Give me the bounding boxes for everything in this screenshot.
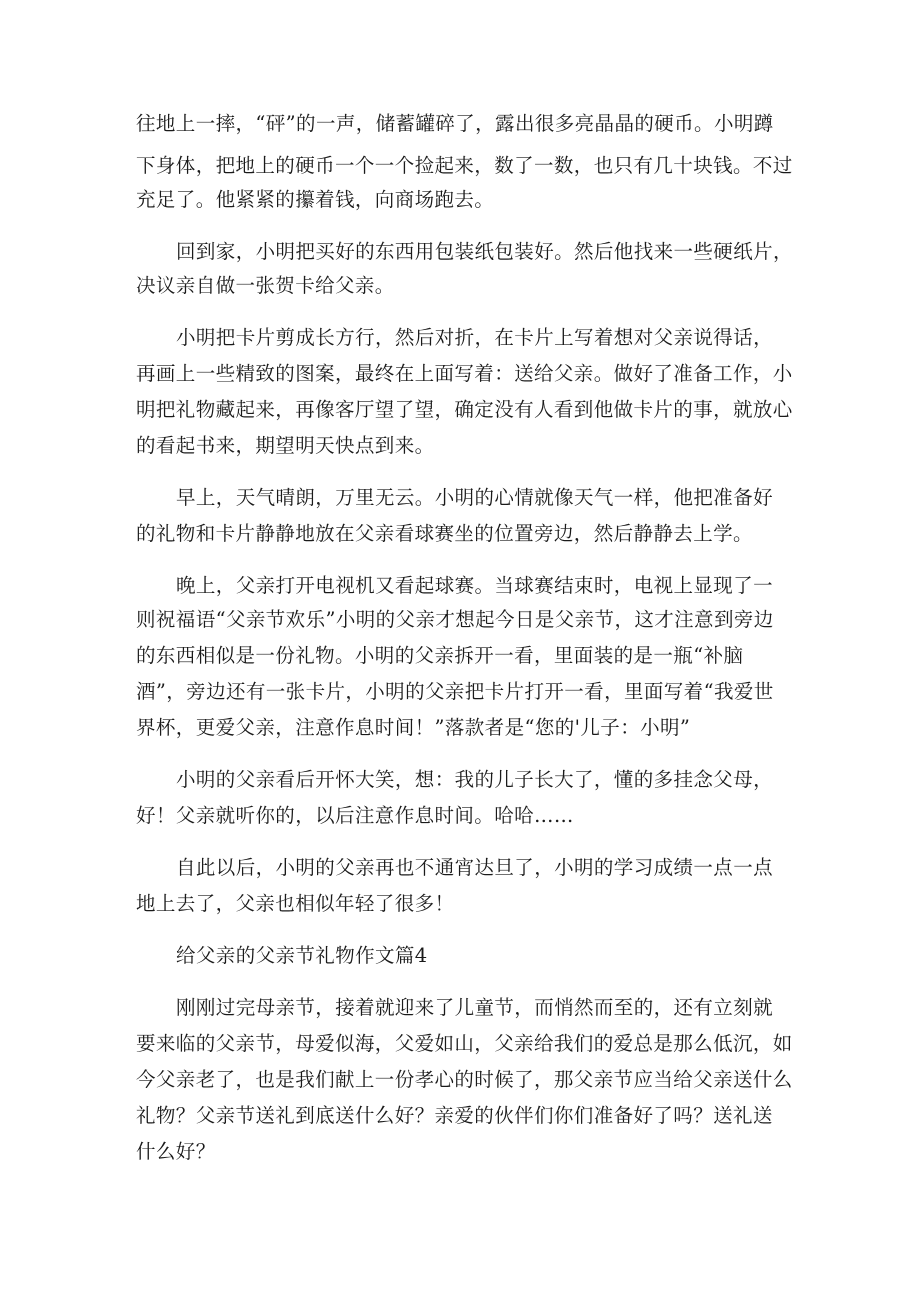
paragraph-line: 小明把卡片剪成长方行，然后对折，在卡片上写着想对父亲说得话，: [176, 326, 774, 349]
paragraph-line: 回到家，小明把买好的东西用包装纸包装好。然后他找来一些硬纸片，: [176, 240, 793, 263]
paragraph-line: 充足了。他紧紧的攥着钱，向商场跑去。: [136, 188, 495, 211]
paragraph-line: 的看起书来，期望明天快点到来。: [136, 434, 435, 457]
paragraph-line: 决议亲自做一张贺卡给父亲。: [136, 274, 395, 297]
paragraph-line: 往地上一摔，“砰”的一声，储蓄罐碎了，露出很多亮晶晶的硬币。小明蹲: [136, 112, 774, 135]
paragraph-line: 再画上一些精致的图案，最终在上面写着：送给父亲。做好了准备工作，小: [136, 362, 793, 385]
paragraph-line: 界杯，更爱父亲，注意作息时间！”落款者是“您的'儿子：小明”: [136, 716, 691, 739]
paragraph-line: 小明的父亲看后开怀大笑，想：我的儿子长大了，懂的多挂念父母，: [176, 768, 774, 791]
paragraph-line: 明把礼物藏起来，再像客厅望了望，确定没有人看到他做卡片的事，就放心: [136, 398, 793, 421]
paragraph-line: 自此以后，小明的父亲再也不通宵达旦了，小明的学习成绩一点一点: [176, 856, 774, 879]
paragraph-line: 礼物？父亲节送礼到底送什么好？亲爱的伙伴们你们准备好了吗？送礼送: [136, 1104, 773, 1127]
paragraph-line: 什么好？: [136, 1140, 216, 1163]
paragraph-line: 要来临的父亲节，母爱似海，父爱如山，父亲给我们的爱总是那么低沉，如: [136, 1032, 793, 1055]
paragraph-line: 地上去了，父亲也相似年轻了很多！: [136, 892, 455, 915]
paragraph-line: 今父亲老了，也是我们献上一份孝心的时候了，那父亲节应当给父亲送什么: [136, 1068, 793, 1091]
paragraph-line: 酒”，旁边还有一张卡片，小明的父亲把卡片打开一看，里面写着“我爱世: [136, 680, 774, 703]
paragraph-line: 下身体，把地上的硬币一个一个捡起来，数了一数，也只有几十块钱。不过: [136, 154, 793, 177]
paragraph-line: 好！父亲就听你的，以后注意作息时间。哈哈……: [136, 804, 574, 827]
paragraph-line: 刚刚过完母亲节，接着就迎来了儿童节，而悄然而至的，还有立刻就: [176, 996, 774, 1019]
paragraph-line: 则祝福语“父亲节欢乐”小明的父亲才想起今日是父亲节，这才注意到旁边: [136, 608, 774, 631]
section-heading: 给父亲的父亲节礼物作文篇4: [176, 944, 428, 967]
paragraph-line: 早上，天气晴朗，万里无云。小明的心情就像天气一样，他把准备好: [176, 486, 774, 509]
paragraph-line: 的礼物和卡片静静地放在父亲看球赛坐的位置旁边，然后静静去上学。: [136, 522, 753, 545]
paragraph-line: 的东西相似是一份礼物。小明的父亲拆开一看，里面装的是一瓶“补脑: [136, 644, 744, 667]
paragraph-line: 晚上，父亲打开电视机又看起球赛。当球赛结束时，电视上显现了一: [176, 574, 774, 597]
